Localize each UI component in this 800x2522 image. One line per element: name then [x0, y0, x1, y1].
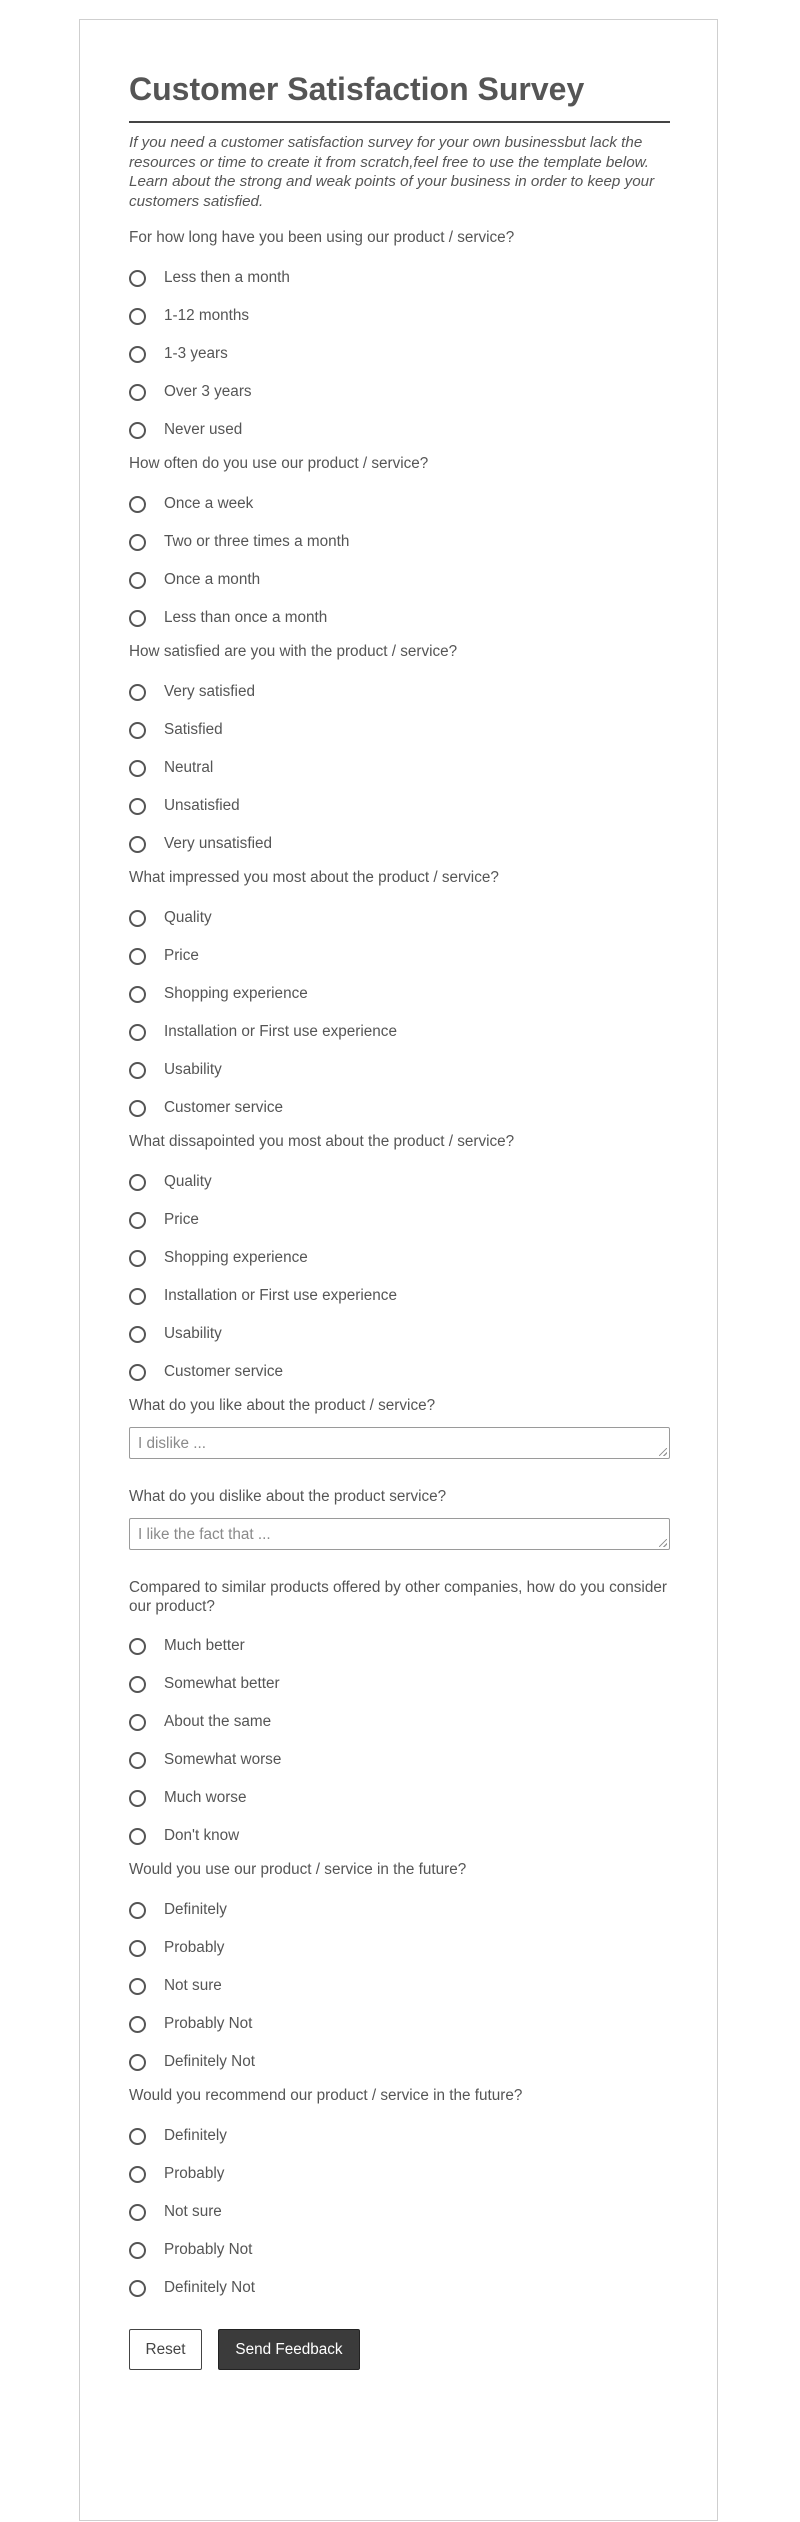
radio-button[interactable]	[129, 384, 146, 401]
radio-label: Less than once a month	[164, 609, 328, 626]
radio-option[interactable]	[129, 937, 670, 975]
radio-option[interactable]	[129, 373, 670, 411]
radio-button[interactable]	[129, 1100, 146, 1117]
radio-option[interactable]	[129, 485, 670, 523]
intro-text: If you need a customer satisfaction survey for your own businessbut lack the resources or time to create it from scratch,feel free to use the template below. Learn about the strong and weak points of your business in order to keep your customers satisfied.	[129, 134, 655, 210]
radio-option[interactable]	[129, 1315, 670, 1353]
radio-button[interactable]	[129, 1212, 146, 1229]
send-feedback-button[interactable]: Send Feedback	[218, 2329, 360, 2370]
radio-label: Don't know	[164, 1827, 240, 1844]
dislikes-textarea-placeholder: I like the fact that ...	[138, 1526, 271, 1543]
radio-button[interactable]	[129, 1326, 146, 1343]
radio-label: Two or three times a month	[164, 533, 350, 550]
radio-button[interactable]	[129, 722, 146, 739]
radio-button[interactable]	[129, 1940, 146, 1957]
radio-option[interactable]	[129, 1277, 670, 1315]
radio-option[interactable]	[129, 523, 670, 561]
radio-button[interactable]	[129, 1752, 146, 1769]
radio-option[interactable]	[129, 2005, 670, 2043]
resize-grip-icon[interactable]	[659, 1539, 667, 1547]
resize-grip-icon[interactable]	[659, 1448, 667, 1456]
radio-button[interactable]	[129, 496, 146, 513]
radio-label: Price	[164, 1211, 199, 1228]
radio-label: Shopping experience	[164, 985, 308, 1002]
radio-button[interactable]	[129, 2166, 146, 2183]
radio-button[interactable]	[129, 684, 146, 701]
radio-option[interactable]	[129, 1741, 670, 1779]
radio-group-comparison	[129, 1627, 670, 1855]
radio-option[interactable]	[129, 1089, 670, 1127]
radio-label: Satisfied	[164, 721, 223, 738]
question-satisfaction: How satisfied are you with the product / service?	[129, 643, 458, 660]
radio-option[interactable]	[129, 1817, 670, 1855]
radio-option[interactable]	[129, 975, 670, 1013]
radio-button[interactable]	[129, 798, 146, 815]
radio-button[interactable]	[129, 2204, 146, 2221]
radio-option[interactable]	[129, 1929, 670, 1967]
radio-button[interactable]	[129, 760, 146, 777]
radio-label: Once a month	[164, 571, 261, 588]
question-future-use: Would you use our product / service in the future?	[129, 1861, 467, 1878]
radio-option[interactable]	[129, 1967, 670, 2005]
reset-button[interactable]: Reset	[129, 2329, 202, 2370]
question-disappointed-most: What dissapointed you most about the product / service?	[129, 1133, 515, 1150]
radio-label: About the same	[164, 1713, 272, 1730]
question-dislikes: What do you dislike about the product service?	[129, 1488, 447, 1505]
radio-option[interactable]	[129, 2193, 670, 2231]
radio-button[interactable]	[129, 1288, 146, 1305]
radio-option[interactable]	[129, 1051, 670, 1089]
radio-label: Unsatisfied	[164, 797, 240, 814]
radio-button[interactable]	[129, 2128, 146, 2145]
radio-option[interactable]	[129, 1163, 670, 1201]
radio-group-recommend	[129, 2117, 670, 2307]
radio-button[interactable]	[129, 346, 146, 363]
radio-button[interactable]	[129, 1024, 146, 1041]
radio-button[interactable]	[129, 422, 146, 439]
question-compared-to-competitors: Compared to similar products offered by other companies, how do you consider our product?	[129, 1579, 667, 1615]
radio-label: 1-12 months	[164, 307, 250, 324]
radio-label: Not sure	[164, 2203, 222, 2220]
question-impressed-most: What impressed you most about the product / service?	[129, 869, 499, 886]
radio-option[interactable]	[129, 1239, 670, 1277]
radio-label: Definitely	[164, 1901, 227, 1918]
radio-label: Installation or First use experience	[164, 1023, 397, 1040]
radio-group-satisfaction	[129, 673, 670, 863]
radio-label: Probably	[164, 2165, 225, 2182]
radio-label: Definitely	[164, 2127, 227, 2144]
page-title: Customer Satisfaction Survey	[129, 71, 585, 107]
radio-button[interactable]	[129, 1174, 146, 1191]
radio-label: Somewhat better	[164, 1675, 280, 1692]
likes-textarea[interactable]	[129, 1427, 670, 1459]
radio-label: Somewhat worse	[164, 1751, 282, 1768]
radio-option[interactable]	[129, 1703, 670, 1741]
radio-option[interactable]	[129, 673, 670, 711]
radio-option[interactable]	[129, 787, 670, 825]
radio-option[interactable]	[129, 411, 670, 449]
radio-option[interactable]	[129, 1779, 670, 1817]
radio-option[interactable]	[129, 297, 670, 335]
radio-button[interactable]	[129, 1978, 146, 1995]
radio-label: Probably Not	[164, 2241, 253, 2258]
radio-option[interactable]	[129, 825, 670, 863]
radio-button[interactable]	[129, 1714, 146, 1731]
radio-label: Customer service	[164, 1363, 284, 1380]
radio-option[interactable]	[129, 1201, 670, 1239]
question-recommend: Would you recommend our product / service in the future?	[129, 2087, 523, 2104]
radio-button[interactable]	[129, 836, 146, 853]
radio-label: Much worse	[164, 1789, 247, 1806]
radio-label: Much better	[164, 1637, 245, 1654]
radio-label: Neutral	[164, 759, 214, 776]
survey-card	[79, 19, 718, 2521]
radio-label: Definitely Not	[164, 2053, 255, 2070]
radio-option[interactable]	[129, 599, 670, 637]
radio-label: Very satisfied	[164, 683, 255, 700]
survey-form	[129, 69, 670, 2370]
question-likes: What do you like about the product / service?	[129, 1397, 436, 1414]
radio-label: Once a week	[164, 495, 254, 512]
radio-button[interactable]	[129, 1902, 146, 1919]
radio-button[interactable]	[129, 572, 146, 589]
radio-button[interactable]	[129, 1790, 146, 1807]
dislikes-textarea[interactable]	[129, 1518, 670, 1550]
radio-button[interactable]	[129, 2016, 146, 2033]
radio-label: Over 3 years	[164, 383, 252, 400]
radio-button[interactable]	[129, 2280, 146, 2297]
radio-option[interactable]	[129, 259, 670, 297]
radio-button[interactable]	[129, 1638, 146, 1655]
radio-label: Never used	[164, 421, 243, 438]
radio-button[interactable]	[129, 308, 146, 325]
radio-option[interactable]	[129, 1665, 670, 1703]
radio-button[interactable]	[129, 270, 146, 287]
radio-label: Installation or First use experience	[164, 1287, 397, 1304]
radio-label: Quality	[164, 1173, 212, 1190]
radio-button[interactable]	[129, 1828, 146, 1845]
radio-option[interactable]	[129, 2155, 670, 2193]
radio-label: Customer service	[164, 1099, 284, 1116]
radio-button[interactable]	[129, 1364, 146, 1381]
radio-option[interactable]	[129, 2231, 670, 2269]
question-usage-frequency: How often do you use our product / service?	[129, 455, 429, 472]
radio-button[interactable]	[129, 986, 146, 1003]
radio-label: Probably Not	[164, 2015, 253, 2032]
radio-label: Usability	[164, 1061, 222, 1078]
radio-label: 1-3 years	[164, 345, 228, 362]
radio-option[interactable]	[129, 2117, 670, 2155]
radio-button[interactable]	[129, 1250, 146, 1267]
radio-button[interactable]	[129, 1062, 146, 1079]
radio-label: Price	[164, 947, 199, 964]
radio-option[interactable]	[129, 749, 670, 787]
radio-option[interactable]	[129, 1891, 670, 1929]
radio-group-usage-frequency	[129, 485, 670, 637]
radio-label: Probably	[164, 1939, 225, 1956]
radio-option[interactable]	[129, 1627, 670, 1665]
radio-option[interactable]	[129, 899, 670, 937]
radio-option[interactable]	[129, 1013, 670, 1051]
radio-group-impressed-most	[129, 899, 670, 1127]
radio-button[interactable]	[129, 610, 146, 627]
radio-button[interactable]	[129, 2054, 146, 2071]
radio-group-usage-duration	[129, 259, 670, 449]
radio-label: Quality	[164, 909, 212, 926]
radio-group-future-use	[129, 1891, 670, 2081]
radio-label: Shopping experience	[164, 1249, 308, 1266]
radio-button[interactable]	[129, 910, 146, 927]
radio-button[interactable]	[129, 2242, 146, 2259]
radio-button[interactable]	[129, 1676, 146, 1693]
radio-label: Definitely Not	[164, 2279, 255, 2296]
radio-label: Usability	[164, 1325, 222, 1342]
radio-option[interactable]	[129, 1353, 670, 1391]
radio-label: Very unsatisfied	[164, 835, 272, 852]
radio-option[interactable]	[129, 335, 670, 373]
radio-label: Less then a month	[164, 269, 290, 286]
radio-option[interactable]	[129, 2269, 670, 2307]
radio-group-disappointed-most	[129, 1163, 670, 1391]
radio-option[interactable]	[129, 2043, 670, 2081]
form-actions	[129, 2329, 670, 2370]
radio-button[interactable]	[129, 534, 146, 551]
radio-option[interactable]	[129, 561, 670, 599]
radio-option[interactable]	[129, 711, 670, 749]
title-divider	[129, 121, 670, 123]
likes-textarea-placeholder: I dislike ...	[138, 1435, 207, 1452]
question-usage-duration: For how long have you been using our product / service?	[129, 229, 515, 246]
radio-button[interactable]	[129, 948, 146, 965]
radio-label: Not sure	[164, 1977, 222, 1994]
